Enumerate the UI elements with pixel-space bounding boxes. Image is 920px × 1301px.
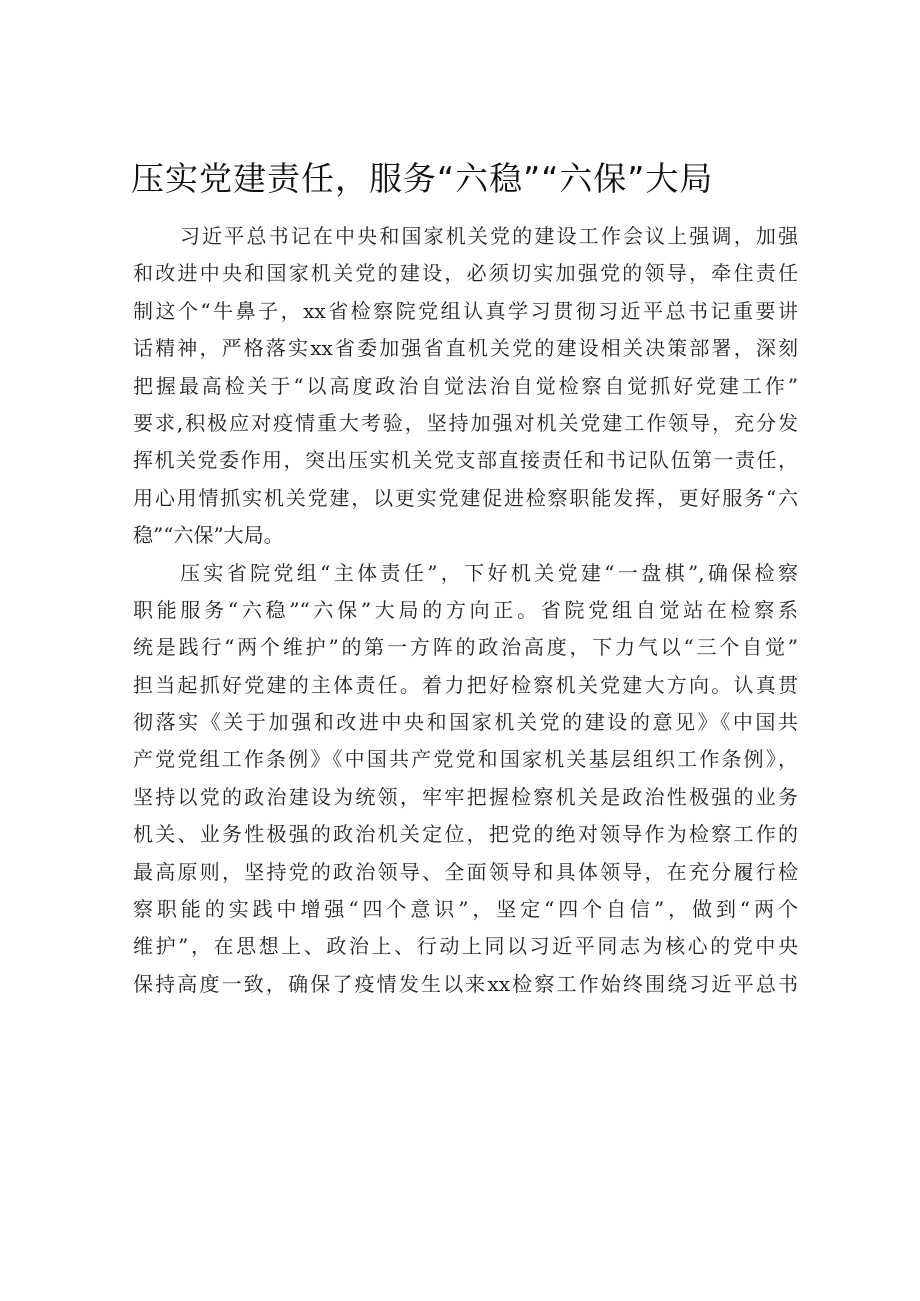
text-line: 最高原则，坚持党的政治领导、全面领导和具体领导，在充分履行检: [133, 859, 798, 884]
text-line: 把握最高检关于“以高度政治自觉法治自觉检察自觉抓好党建工作”: [133, 373, 798, 398]
text-line: 习近平总书记在中央和国家机关党的建设工作会议上强调，加强: [180, 224, 798, 248]
text-line: 统是践行“两个维护”的第一方阵的政治高度，下力气以“三个自觉”: [133, 635, 798, 660]
text-line: 制这个“牛鼻子，xx省检察院党组认真学习贯彻习近平总书记重要讲: [133, 298, 798, 323]
text-line: 坚持以党的政治建设为统领，牢牢把握检察机关是政治性极强的业务: [133, 784, 798, 809]
text-line: 职能服务“六稳”“六保”大局的方向正。省院党组自觉站在检察系: [133, 597, 798, 622]
text-line: 保持高度一致，确保了疫情发生以来xx检察工作始终围绕习近平总书: [133, 971, 798, 996]
document-body: [133, 218, 798, 1003]
text-line: 产党党组工作条例》《中国共产党党和国家机关基层组织工作条例》，: [133, 747, 798, 772]
text-line: 机关、业务性极强的政治机关定位，把党的绝对领导作为检察工作的: [133, 822, 798, 847]
text-line: 维护”，在思想上、政治上、行动上同以习近平同志为核心的党中央: [133, 934, 798, 959]
text-line: 要求,积极应对疫情重大考验，坚持加强对机关党建工作领导，充分发: [133, 410, 798, 435]
text-line: 挥机关党委作用，突出压实机关党支部直接责任和书记队伍第一责任，: [133, 448, 798, 473]
text-line: 察职能的实践中增强“四个意识”，坚定“四个自信”，做到“两个: [133, 897, 798, 922]
document-title: 压实党建责任，服务“六稳”“六保”大局: [131, 159, 714, 198]
text-line: 和改进中央和国家机关党的建设，必须切实加强党的领导，牵住责任: [133, 261, 798, 286]
text-line: 彻落实《关于加强和改进中央和国家机关党的建设的意见》《中国共: [133, 710, 798, 735]
paragraph: [133, 218, 798, 555]
text-line: 用心用情抓实机关党建，以更实党建促进检察职能发挥，更好服务“六: [133, 485, 798, 510]
paragraph: [133, 555, 798, 1004]
text-line: 话精神，严格落实xx省委加强省直机关党的建设相关决策部署，深刻: [133, 336, 798, 361]
text-line: 压实省院党组“主体责任”，下好机关党建“一盘棋”,确保检察: [180, 560, 798, 585]
text-line: 稳”“六保”大局。: [133, 523, 284, 548]
text-line: 担当起抓好党建的主体责任。着力把好检察机关党建大方向。认真贯: [133, 672, 798, 697]
